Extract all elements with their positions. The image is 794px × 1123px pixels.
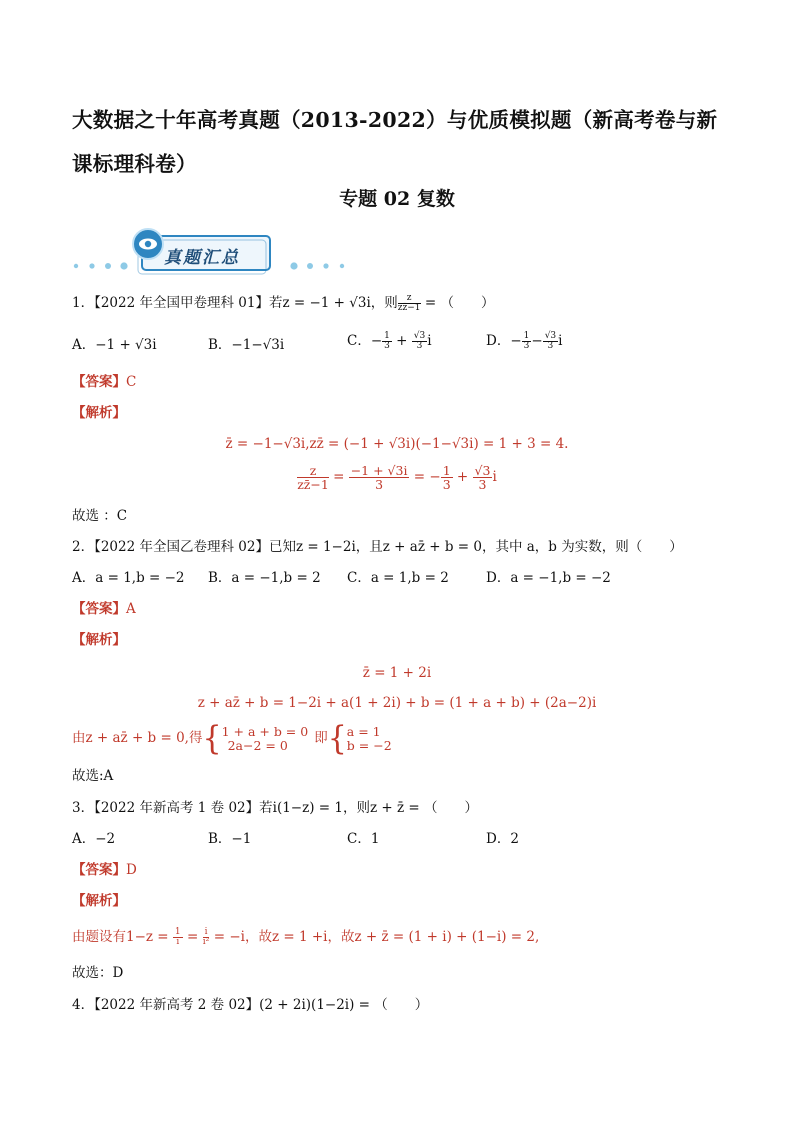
q2-solution-line3	[72, 718, 392, 758]
q1-frac-num: z	[398, 294, 421, 304]
q1-option-d	[486, 331, 562, 351]
q3-sol-eq: =	[182, 929, 203, 945]
q1-sol-f1-num: z	[297, 464, 329, 478]
q3-option-a: A．−2	[72, 831, 116, 847]
q1-choice: 故选 ：C	[72, 508, 128, 524]
q1-option-c	[347, 331, 432, 351]
q3-sol-suffix: = −i，故z = 1 +i，故z + z̄ = (1 + i) + (1−i) = 2,	[209, 929, 540, 945]
q1-d-d2: 3	[547, 341, 554, 351]
q3-sol-prefix: 由题设有1−z =	[72, 929, 173, 945]
q2-sys1-top: 1 + a + b = 0	[221, 723, 309, 739]
q3-sol-frac1	[173, 928, 183, 948]
q1-solution-line2	[0, 458, 794, 496]
q2-sys2-top: a = 1	[346, 723, 381, 739]
q1-sol-frac1	[297, 464, 329, 491]
q1-stem	[72, 293, 494, 313]
q2-option-c: C．a = 1,b = 2	[347, 570, 449, 586]
q3-answer-value: D	[126, 862, 137, 878]
page-subtitle: 专题 02 复数	[339, 188, 455, 210]
q1-option-b: B．−1−√3i	[208, 337, 285, 353]
q3-analysis-label: 【解析】	[72, 893, 126, 909]
q1-c-d2: 3	[416, 341, 423, 351]
q1-d-n2: √3	[544, 330, 557, 341]
q2-option-a: A．a = 1,b = −2	[72, 570, 185, 586]
q2-sys2-bot: b = −2	[346, 737, 392, 753]
q1-d-frac1	[522, 332, 532, 352]
q1-c-frac1	[382, 332, 392, 352]
q2-system-2	[347, 725, 392, 753]
q2-answer-line	[72, 599, 136, 619]
q1-d-suffix: i	[558, 333, 563, 349]
q1-c-mid: +	[391, 333, 412, 349]
q1-sol-f4-den: 3	[478, 477, 487, 492]
q3-sol-f2-den: i²	[202, 937, 210, 947]
q1-c-suffix: i	[427, 333, 432, 349]
eye-icon	[132, 228, 164, 260]
q1-sol-f3-den: 3	[442, 477, 451, 492]
q2-analysis-label: 【解析】	[72, 632, 126, 648]
q3-option-b: B．−1	[208, 831, 252, 847]
q1-sol-plus: +	[452, 469, 473, 485]
q2-option-d: D．a = −1,b = −2	[486, 570, 611, 586]
q1-sol-f1-den: zz̄−1	[297, 477, 329, 492]
q2-answer-value: A	[126, 601, 136, 617]
q1-d-frac2	[543, 332, 558, 352]
q1-solution-line1: z̄ = −1−√3i,zz̄ = (−1 + √3i)(−1−√3i) = 1 + 3 = 4.	[225, 436, 569, 452]
q1-sol-f3-num: 1	[442, 462, 451, 478]
q2-solution-line1: z̄ = 1 + 2i	[362, 665, 432, 681]
q2-solution-line2: z + az̄ + b = 1−2i + a(1 + 2i) + b = (1 + a + b) + (2a−2)i	[197, 695, 597, 711]
q1-d-prefix: D．−	[486, 333, 522, 349]
q3-option-c: C．1	[347, 831, 380, 847]
q1-option-a: A．−1 + √3i	[72, 337, 157, 353]
q1-sol-eq: =	[328, 469, 349, 485]
q2-brace-2: {	[327, 718, 347, 758]
q3-sol-f1-num: 1	[174, 926, 181, 937]
q1-frac-den: zz̄−1	[397, 303, 421, 313]
q2-sol3-mid: 即	[314, 730, 328, 746]
q1-d-d1: 3	[523, 341, 530, 351]
q1-analysis-label: 【解析】	[72, 405, 126, 421]
q1-answer-line	[72, 372, 136, 392]
q1-stem-prefix: 1．【2022 年全国甲卷理科 01】若	[72, 295, 283, 311]
q1-stem-expr: z = −1 + √3i，则	[282, 295, 398, 311]
q3-option-d: D．2	[486, 831, 519, 847]
q1-stem-frac	[398, 294, 421, 314]
q2-sys1-bot: 2a−2 = 0	[227, 737, 288, 753]
q2-system-1	[222, 725, 309, 753]
q1-c-frac2	[412, 332, 427, 352]
section-banner	[68, 226, 358, 276]
q2-sol3-prefix: 由z + az̄ + b = 0,得	[72, 730, 203, 746]
q1-c-prefix: C．−	[347, 333, 383, 349]
q1-sol-i: i	[492, 469, 497, 485]
q1-c-d1: 3	[384, 341, 390, 351]
q3-sol-f2-num: i	[204, 926, 208, 937]
q1-sol-frac2	[349, 464, 410, 491]
q2-answer-label: 【答案】	[72, 601, 126, 617]
q2-choice: 故选:A	[72, 768, 114, 784]
q1-sol-frac4	[473, 464, 493, 491]
q2-stem: 2．【2022 年全国乙卷理科 02】已知z = 1−2i，且z + az̄ + b = 0，其中 a，b 为实数，则（ ）	[72, 539, 683, 555]
banner-label: 真题汇总	[164, 248, 240, 268]
q1-answer-label: 【答案】	[72, 374, 126, 390]
q2-option-b: B．a = −1,b = 2	[208, 570, 321, 586]
q3-sol-f1-den: i	[176, 937, 180, 947]
q1-c-n1: 1	[384, 330, 390, 341]
q3-answer-label: 【答案】	[72, 862, 126, 878]
q3-solution-line	[72, 924, 539, 950]
page-title: 大数据之十年高考真题（2013-2022）与优质模拟题（新高考卷与新课标理科卷）	[72, 108, 718, 176]
q1-sol-eq2: = −	[409, 469, 441, 485]
q2-brace-1: {	[202, 718, 222, 758]
q1-stem-suffix: = （ ）	[420, 295, 495, 311]
q1-answer-value: C	[126, 374, 137, 390]
q4-stem: 4．【2022 年新高考 2 卷 02】(2 + 2i)(1−2i) = （ ）	[72, 997, 429, 1013]
q1-d-mid: −	[531, 333, 543, 349]
q3-stem: 3．【2022 年新高考 1 卷 02】若i(1−z) = 1，则z + z̄ = （ ）	[72, 800, 478, 816]
q1-sol-f2-num: −1 + √3i	[350, 462, 408, 478]
q3-answer-line	[72, 860, 137, 880]
q3-choice: 故选：D	[72, 965, 124, 981]
q1-d-n1: 1	[523, 330, 530, 341]
q1-sol-f4-num: √3	[474, 462, 491, 478]
q1-sol-f2-den: 3	[375, 477, 384, 492]
q1-c-n2: √3	[413, 330, 426, 341]
q1-sol-frac3	[441, 464, 453, 491]
